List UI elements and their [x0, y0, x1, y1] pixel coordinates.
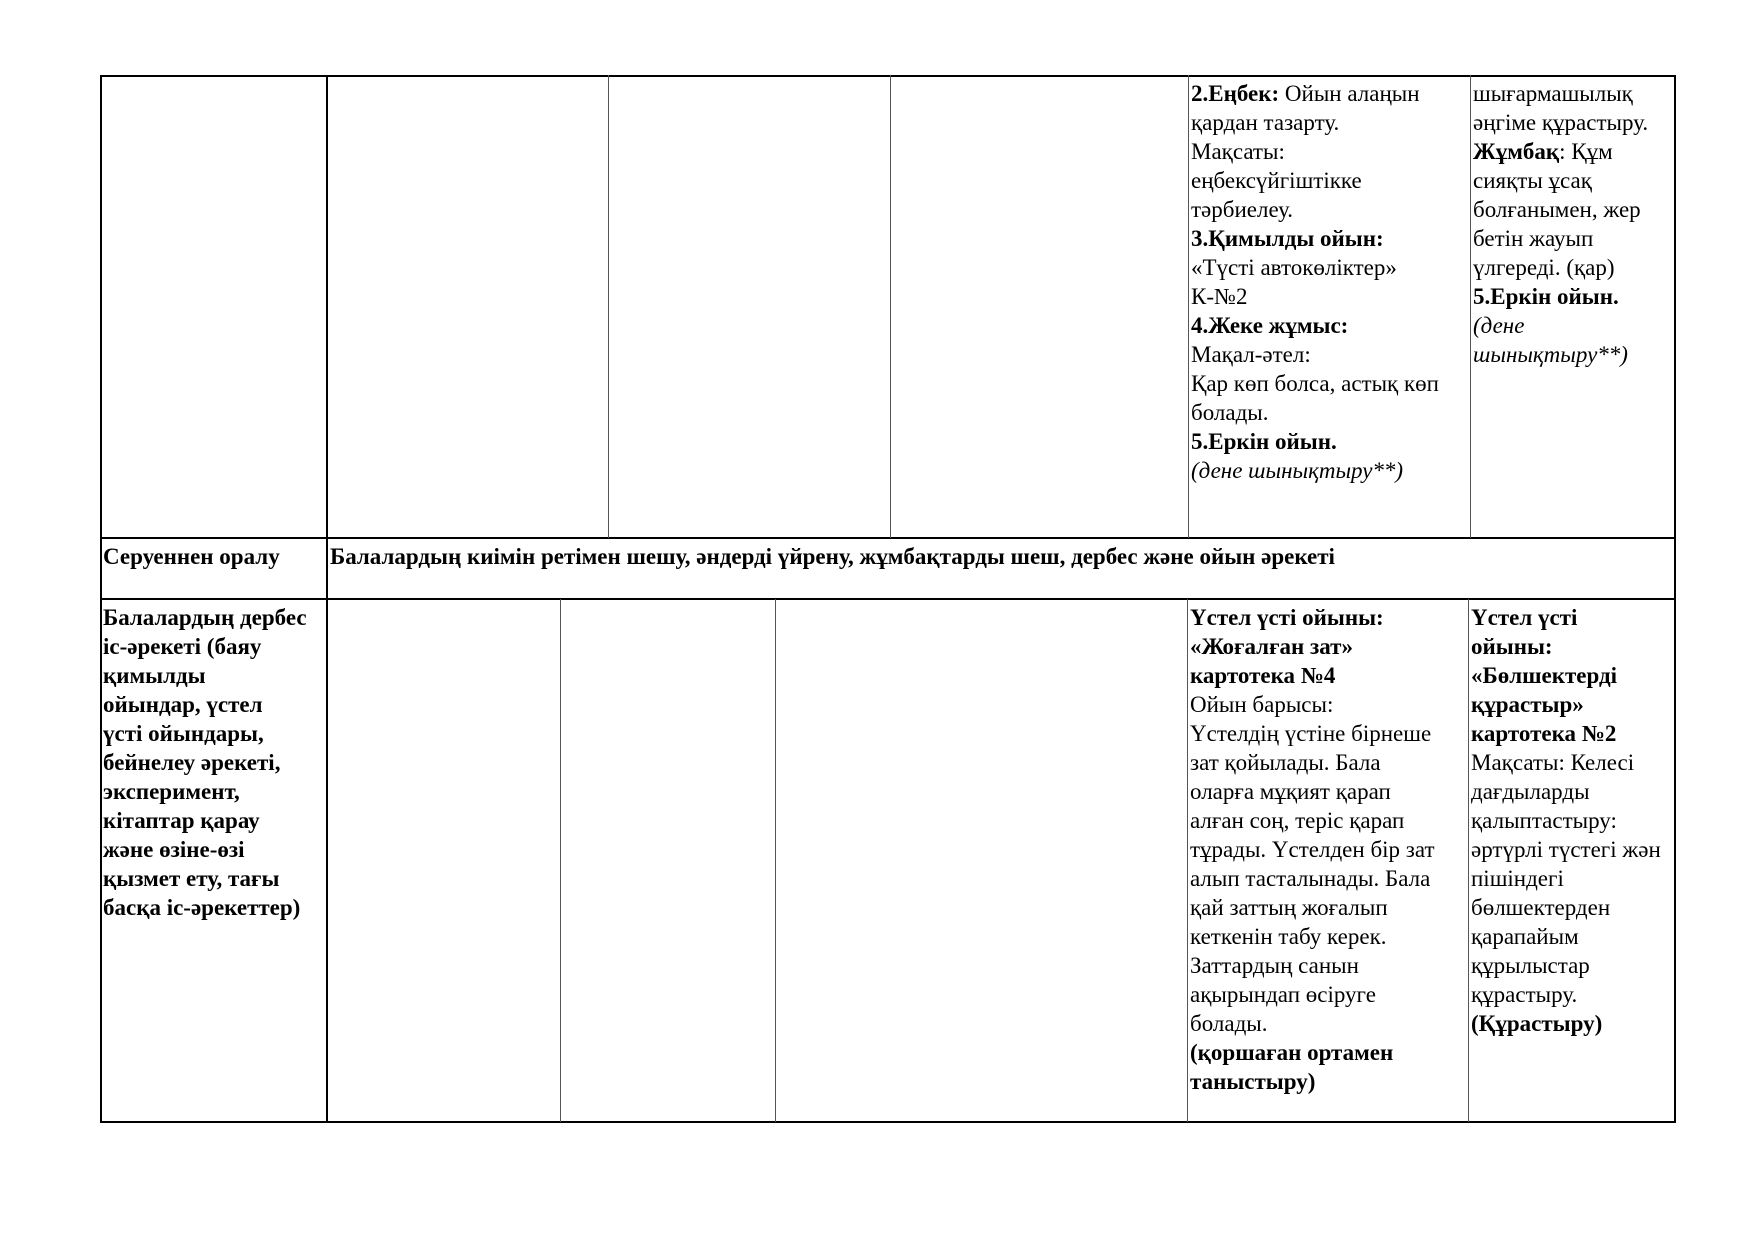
row3-col-divider-3	[775, 599, 776, 1122]
row3-col6-cell	[1471, 603, 1673, 1038]
row1-col6-line	[1473, 253, 1673, 282]
row3-col5-text: зат қойылады. Бала	[1190, 750, 1381, 775]
row3-col6-line	[1471, 980, 1673, 1009]
row1-col5-line	[1191, 282, 1469, 311]
row3-col6-line	[1471, 951, 1673, 980]
row3-col5-line	[1190, 690, 1467, 719]
row3-col6-line	[1471, 777, 1673, 806]
row3-col5-line	[1190, 835, 1467, 864]
row3-col5-text: Үстелдің үстіне бірнеше	[1190, 721, 1432, 746]
row1-col5-text: тәрбиелеу.	[1191, 197, 1294, 222]
row3-col5-line	[1190, 748, 1467, 777]
row3-col5-text: Заттардың санын	[1190, 953, 1359, 978]
row3-col5-line	[1190, 951, 1467, 980]
row3-col5-line	[1190, 1038, 1467, 1067]
row3-col6-line	[1471, 719, 1673, 748]
row3-col6-text: құрастыр»	[1471, 692, 1584, 717]
row3-col6-text: картотека №2	[1471, 721, 1617, 746]
row3-col5-line	[1190, 1009, 1467, 1038]
row1-col5-line	[1191, 166, 1469, 195]
row3-col6-text: қалыптастыру:	[1471, 808, 1617, 833]
row1-col6-text: (дене	[1473, 313, 1525, 338]
row3-col5-text: «Жоғалған зат»	[1190, 634, 1353, 659]
row3-col5-text: алып тасталынады. Бала	[1190, 866, 1431, 891]
row3-col6-text: пішіндегі	[1471, 866, 1564, 891]
row1-col5-line	[1191, 340, 1469, 369]
table-border-top	[100, 75, 1676, 77]
row3-label-line: эксперимент,	[103, 779, 240, 804]
row3-col5-text: таныстыру)	[1190, 1069, 1316, 1094]
row3-label	[103, 603, 325, 922]
row3-col5-text: (қоршаған ортамен	[1190, 1040, 1394, 1065]
row1-col5-text: еңбексүйгіштікке	[1191, 168, 1362, 193]
schedule-table	[100, 75, 1676, 1123]
row3-col6-line	[1471, 835, 1673, 864]
row1-col5-line	[1191, 224, 1469, 253]
row3-col5-line	[1190, 777, 1467, 806]
row1-col-divider-2	[608, 75, 609, 538]
row3-col6-line	[1471, 1009, 1673, 1038]
row3-col5-line	[1190, 661, 1467, 690]
row1-col5-line	[1191, 311, 1469, 340]
row3-col5-text: ақырындап өсіруге	[1190, 982, 1376, 1007]
row3-col6-text: қарапайым	[1471, 924, 1579, 949]
row3-col6-text: дағдыларды	[1471, 779, 1590, 804]
row1-col-divider-3	[890, 75, 891, 538]
row1-col6-line	[1473, 282, 1673, 311]
row3-col6-line	[1471, 603, 1673, 632]
row3-col5-line	[1190, 980, 1467, 1009]
row1-col5-text: Қар көп болса, астық көп	[1191, 371, 1439, 396]
row3-label-line: бейнелеу әрекеті,	[103, 750, 281, 775]
row1-col5-text: Ойын алаңын	[1279, 81, 1420, 106]
row3-label-line: кітаптар қарау	[103, 808, 260, 833]
row3-col6-line	[1471, 632, 1673, 661]
row1-col6-cell	[1473, 79, 1673, 369]
row1-col-divider-4	[1188, 75, 1189, 538]
row3-col6-line	[1471, 748, 1673, 777]
row3-col6-text: құрастыру.	[1471, 982, 1578, 1007]
row1-col-divider-5	[1470, 75, 1471, 538]
row3-col5-text: тұрады. Үстелден бір зат	[1190, 837, 1435, 862]
row1-col5-text: 5.Еркін ойын.	[1191, 429, 1337, 454]
row1-col5-line	[1191, 456, 1469, 485]
row3-label-line: іс-әрекеті (баяу	[103, 634, 262, 659]
row3-col6-line	[1471, 661, 1673, 690]
row1-col6-text: болғанымен, жер	[1473, 197, 1641, 222]
row1-col6-line	[1473, 79, 1673, 108]
row3-label-line: қимылды	[103, 663, 206, 688]
row3-label-line: Балалардың дербес	[103, 605, 307, 630]
row1-col5-text: «Түсті автокөліктер»	[1191, 255, 1397, 280]
row3-col5-line	[1190, 719, 1467, 748]
row3-col6-line	[1471, 690, 1673, 719]
row1-col5-line	[1191, 137, 1469, 166]
row2-content: Балалардың киімін ретімен шешу, әндерді үйрену, жұмбақтарды шеш, дербес және ойын әрекеті	[330, 544, 1335, 569]
row3-col6-line	[1471, 893, 1673, 922]
row3-col-divider-5	[1468, 599, 1469, 1122]
table-border-bottom	[100, 1121, 1676, 1123]
row3-col5-line	[1190, 922, 1467, 951]
row1-col5-line	[1191, 108, 1469, 137]
row1-col6-text: Жұмбақ	[1473, 139, 1560, 164]
row1-col6-text: әңгіме құрастыру.	[1473, 110, 1649, 135]
row3-label-line: ойындар, үстел	[103, 692, 263, 717]
row3-col5-text: оларға мұқият қарап	[1190, 779, 1391, 804]
row1-col5-line	[1191, 369, 1469, 398]
label-column-divider	[326, 75, 328, 1123]
row1-col5-text: қардан тазарту.	[1191, 110, 1340, 135]
row1-col6-line	[1473, 311, 1673, 340]
row1-col6-text: шығармашылық	[1473, 81, 1633, 106]
row1-col5-text: К-№2	[1191, 284, 1248, 309]
row3-label-line: және өзіне-өзі	[103, 837, 245, 862]
row1-col5-line	[1191, 79, 1469, 108]
row1-col5-line	[1191, 398, 1469, 427]
row3-col5-line	[1190, 603, 1467, 632]
row3-label-line: қызмет ету, тағы	[103, 866, 280, 891]
row3-col5-text: Үстел үсті ойыны:	[1190, 605, 1384, 630]
row3-col5-line	[1190, 632, 1467, 661]
row1-col6-line	[1473, 195, 1673, 224]
row3-col5-cell	[1190, 603, 1467, 1096]
row1-col5-text: болады.	[1191, 400, 1269, 425]
row-divider-1	[100, 537, 1676, 539]
row3-col6-text: Үстел үсті	[1471, 605, 1578, 630]
row3-col5-line	[1190, 806, 1467, 835]
row1-col6-line	[1473, 108, 1673, 137]
row3-col6-text: әртүрлі түстегі жән	[1471, 837, 1661, 862]
row1-col5-text: (дене шынықтыру**)	[1191, 458, 1404, 483]
row3-col5-line	[1190, 1067, 1467, 1096]
row3-col5-text: болады.	[1190, 1011, 1268, 1036]
row1-col6-text: 5.Еркін ойын.	[1473, 284, 1619, 309]
row1-col5-cell	[1191, 79, 1469, 485]
row3-col6-text: бөлшектерден	[1471, 895, 1611, 920]
row3-col6-text: «Бөлшектерді	[1471, 663, 1618, 688]
row3-col5-text: алған соң, теріс қарап	[1190, 808, 1405, 833]
row2-label: Серуеннен оралу	[103, 544, 280, 569]
row1-col5-text: Мақал-әтел:	[1191, 342, 1311, 367]
row3-col6-text: құрылыстар	[1471, 953, 1590, 978]
row3-col5-text: кеткенін табу керек.	[1190, 924, 1387, 949]
row1-col5-text: 4.Жеке жұмыс:	[1191, 313, 1349, 338]
row3-col5-line	[1190, 864, 1467, 893]
row3-col6-text: Мақсаты: Келесі	[1471, 750, 1635, 775]
row1-col6-line	[1473, 340, 1673, 369]
row3-col5-text: Ойын барысы:	[1190, 692, 1334, 717]
row1-col6-text: : Құм	[1559, 139, 1613, 164]
row1-col6-line	[1473, 224, 1673, 253]
row1-col5-text: 3.Қимылды ойын:	[1191, 226, 1384, 251]
row3-col5-text: картотека №4	[1190, 663, 1336, 688]
row1-col5-line	[1191, 253, 1469, 282]
row1-col6-line	[1473, 137, 1673, 166]
row1-col6-text: үлгереді. (қар)	[1473, 255, 1615, 280]
row3-col5-line	[1190, 893, 1467, 922]
row1-col6-line	[1473, 166, 1673, 195]
row1-col5-line	[1191, 427, 1469, 456]
row1-col5-line	[1191, 195, 1469, 224]
row-divider-2	[100, 598, 1676, 600]
row3-col6-text: ойыны:	[1471, 634, 1553, 659]
row1-col6-text: бетін жауып	[1473, 226, 1594, 251]
row3-col6-line	[1471, 922, 1673, 951]
row3-col-divider-2	[560, 599, 561, 1122]
row3-col-divider-4	[1187, 599, 1188, 1122]
row3-label-line: басқа іс-әрекеттер)	[103, 895, 301, 920]
row3-col5-text: қай заттың жоғалып	[1190, 895, 1388, 920]
row1-col6-text: шынықтыру**)	[1473, 342, 1628, 367]
row3-label-line: үсті ойындары,	[103, 721, 264, 746]
row3-col6-text: (Құрастыру)	[1471, 1011, 1603, 1036]
row1-col5-text: Мақсаты:	[1191, 139, 1285, 164]
row1-col6-text: сияқты ұсақ	[1473, 168, 1592, 193]
row1-col5-text: 2.Еңбек:	[1191, 81, 1280, 106]
row3-col6-line	[1471, 864, 1673, 893]
row3-col6-line	[1471, 806, 1673, 835]
